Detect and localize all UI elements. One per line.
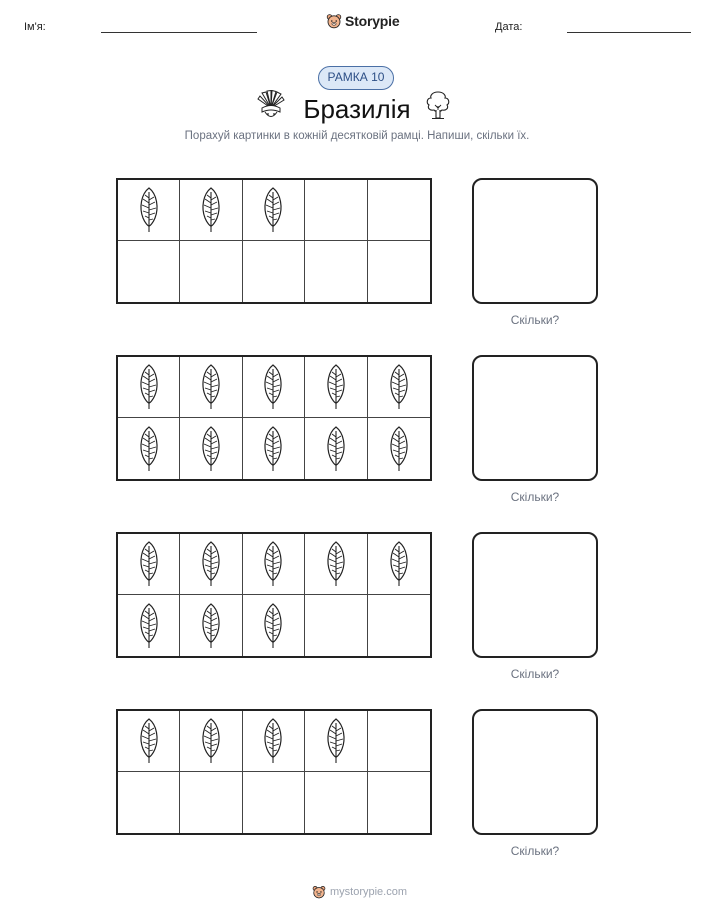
- frame-cell: [368, 241, 430, 302]
- ten-frame: [116, 355, 432, 481]
- ten-frame: [116, 178, 432, 304]
- bear-icon: [312, 885, 326, 899]
- count-question: Скільки?: [510, 844, 560, 858]
- answer-box[interactable]: [472, 355, 598, 481]
- frame-cell: [305, 534, 367, 595]
- frame-cell: [180, 357, 242, 418]
- frame-cell: [118, 711, 180, 772]
- feather-icon: [137, 186, 161, 234]
- answer-box[interactable]: [472, 532, 598, 658]
- feather-icon: [137, 602, 161, 650]
- frame-cell: [243, 711, 305, 772]
- frame-cell: [243, 595, 305, 656]
- date-line[interactable]: [567, 32, 691, 33]
- frame-cell: [368, 180, 430, 241]
- feather-icon: [387, 540, 411, 588]
- feather-icon: [261, 425, 285, 473]
- answer-box[interactable]: [472, 178, 598, 304]
- answer-box[interactable]: [472, 709, 598, 835]
- bear-icon: [326, 13, 342, 29]
- count-question: Скільки?: [510, 490, 560, 504]
- frame-cell: [118, 180, 180, 241]
- frame-badge: РАМКА 10: [318, 66, 394, 90]
- page-title: Бразилія: [303, 94, 411, 124]
- frame-cell: [368, 711, 430, 772]
- frame-cell: [180, 772, 242, 833]
- frame-cell: [180, 418, 242, 479]
- logo-text: Storypie: [345, 13, 400, 29]
- tree-icon: [424, 90, 452, 120]
- frame-cell: [368, 595, 430, 656]
- frame-cell: [243, 180, 305, 241]
- frame-cell: [305, 595, 367, 656]
- feather-icon: [387, 363, 411, 411]
- feather-icon: [261, 540, 285, 588]
- feather-icon: [199, 425, 223, 473]
- feather-icon: [324, 363, 348, 411]
- frame-cell: [118, 534, 180, 595]
- frame-cell: [243, 772, 305, 833]
- frame-cell: [180, 534, 242, 595]
- count-question: Скільки?: [510, 313, 560, 327]
- frame-cell: [243, 534, 305, 595]
- feather-icon: [137, 363, 161, 411]
- frame-cell: [243, 357, 305, 418]
- feather-icon: [324, 425, 348, 473]
- frame-cell: [368, 534, 430, 595]
- feather-icon: [199, 540, 223, 588]
- frame-cell: [368, 418, 430, 479]
- frame-cell: [118, 418, 180, 479]
- feather-icon: [387, 425, 411, 473]
- frame-cell: [243, 418, 305, 479]
- feather-icon: [199, 363, 223, 411]
- frame-cell: [118, 241, 180, 302]
- count-question: Скільки?: [510, 667, 560, 681]
- frame-cell: [118, 772, 180, 833]
- feather-icon: [199, 602, 223, 650]
- frame-cell: [180, 180, 242, 241]
- frame-cell: [180, 241, 242, 302]
- feather-icon: [324, 540, 348, 588]
- footer: [312, 885, 407, 899]
- frame-cell: [305, 241, 367, 302]
- footer-url[interactable]: mystorypie.com: [330, 886, 408, 898]
- frame-cell: [118, 357, 180, 418]
- feather-icon: [199, 717, 223, 765]
- ten-frame: [116, 532, 432, 658]
- name-line[interactable]: [101, 32, 257, 33]
- feather-icon: [261, 363, 285, 411]
- frame-cell: [243, 241, 305, 302]
- feather-icon: [261, 602, 285, 650]
- feather-icon: [261, 717, 285, 765]
- ten-frame: [116, 709, 432, 835]
- feather-icon: [199, 186, 223, 234]
- feather-icon: [324, 717, 348, 765]
- frame-cell: [180, 711, 242, 772]
- logo: [326, 13, 399, 29]
- frame-cell: [305, 180, 367, 241]
- feather-icon: [137, 425, 161, 473]
- feather-icon: [137, 717, 161, 765]
- frame-cell: [368, 772, 430, 833]
- feather-icon: [261, 186, 285, 234]
- date-label: Дата:: [495, 21, 523, 33]
- name-label: Ім'я:: [24, 21, 46, 33]
- frame-cell: [305, 772, 367, 833]
- feather-icon: [137, 540, 161, 588]
- frame-cell: [305, 711, 367, 772]
- frame-cell: [305, 357, 367, 418]
- frame-cell: [180, 595, 242, 656]
- frame-cell: [118, 595, 180, 656]
- frame-cell: [305, 418, 367, 479]
- frame-cell: [368, 357, 430, 418]
- instructions: Порахуй картинки в кожній десятковій рамці. Напиши, скільки їх.: [184, 130, 530, 142]
